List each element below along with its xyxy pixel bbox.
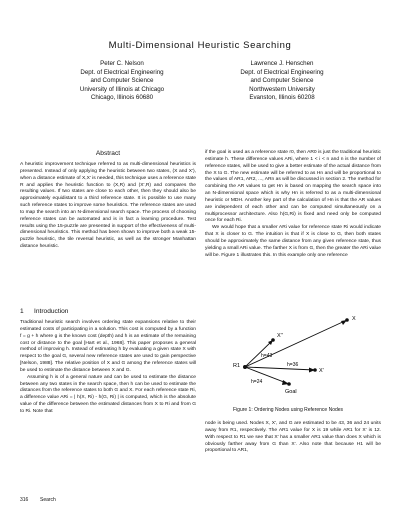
node-goal <box>287 382 291 386</box>
author-city: Evanston, Illinois 60208 <box>249 94 315 102</box>
node-label-goal: Goal <box>285 389 297 395</box>
abstract-paragraph: A heuristic improvement technique referred to as multi-dimensional heuristics is presented. Instead of only applying the heuristic between two states, (X and X'), when a distance estimate of X,X' is needed, this technique uses a reference state R and applies the heuristic function to (X,R) and (X',R) and compares the resulting values. If two states are close to each other, then they should also be approximately equidistant to a third reference state. It is possible to use many such reference states to improve some heuristics. The reference states are used to map the search into an N-dimensional search space. The process of choosing reference states can be automated and is in fact a learning procedure. Test results using the 15-puzzle are presented in support of the effectiveness of multi-dimensional heuristics. This method has been shown to improve both a weak 15-puzzle heuristic, the tile reversal heuristic, as well as the stronger Manhattan distance heuristic. <box>20 162 197 250</box>
node-x <box>345 318 349 322</box>
author-dept: Dept. of Electrical Engineering <box>80 68 164 76</box>
figure-1-diagram <box>205 300 381 395</box>
author-block-2 <box>202 60 362 103</box>
author-name: Lawrence J. Henschen <box>250 60 314 67</box>
edge-label-x2: h=43 <box>261 353 273 359</box>
author-name: Peter C. Nelson <box>100 60 144 67</box>
author-block-1 <box>42 60 202 103</box>
intro-paragraph-2: Assuming h is of a general nature and can be used to estimate the distance between any two states in the search space, then h can be used to estimate the distances from the reference states to both G and X. For each reference state Ri, a difference value ARi = | h(X, Ri) - h(G, Ri) | is computed, which is the absolute value of the difference between the estimated distances from X to Ri and from G to Ri. Note that <box>20 374 196 414</box>
running-footer-section: Search <box>40 497 56 503</box>
section-title: Introduction <box>34 308 69 315</box>
page-number: 316 <box>20 497 29 503</box>
node-x1 <box>313 368 317 372</box>
abstract-text <box>20 162 196 251</box>
edge-r1-x1 <box>245 367 315 370</box>
author-university: University of Illinois at Chicago <box>79 85 165 93</box>
edge-label-x1: h=36 <box>287 362 299 368</box>
author-dept: Dept. of Electrical Engineering <box>240 68 324 76</box>
node-label-x2: X'' <box>277 333 283 339</box>
edge-label-goal: h=24 <box>251 379 263 385</box>
paper-title: Multi-Dimensional Heuristic Searching <box>108 40 292 51</box>
intro-paragraph-1: Traditional heuristic search involves ordering state expansions relative to their estimated costs of participating in a solution. This cost is computed by a function f = g + h where g is the known cost (depth) and h is an estimate of the remaining cost or distance to the goal [Hart et al., 1968]. This paper proposes a general method of improving h. Instead of estimating h by evaluating a given state X with respect to the goal G, several new reference states are used to gain perspective [Nelson, 1988]. The relative position of X and G among the reference states will be used to estimate the distance between X and G. <box>20 320 196 373</box>
author-school: and Computer Science <box>250 77 314 85</box>
abstract-heading: Abstract <box>95 150 121 157</box>
node-label-r1: R1 <box>233 363 241 369</box>
author-school: and Computer Science <box>90 77 154 85</box>
node-r1 <box>243 365 247 369</box>
node-label-x1: X' <box>319 368 324 374</box>
node-x2 <box>271 338 275 342</box>
figure-caption: Figure 1: Ordering Nodes using Reference Nodes <box>233 407 344 413</box>
author-city: Chicago, Illinois 60680 <box>90 94 154 102</box>
right-column-top <box>205 150 381 260</box>
edge-r1-x <box>245 320 347 367</box>
right-column-bottom <box>205 421 381 455</box>
section-number: 1 <box>20 308 24 315</box>
introduction-text <box>20 320 196 416</box>
body-paragraph-3: node is being used. Nodes X, X', and G are estimated to be 43, 36 and 24 units away from R1, respectively. The AR1 value for X is 19 while AR1 for X' is 12. With respect to R1 we see that X' has a smaller AR1 value than does X which is obviously farther away from G than X'. Also note that because H1 will be proportional to AR1, <box>205 421 381 454</box>
body-paragraph-2: We would hope that a smaller ARi value for reference state Ri would indicate that X is closer to G. The intuition is that if X is close to G, then both states should be approximately the same distance from any given reference state, thus yielding a small ARi value. The farther X is from G, then the greater the ARi value will be. Figure 1 illustrates this. In this example only one reference <box>205 225 381 258</box>
node-label-x: X <box>352 316 356 322</box>
body-paragraph-1: if the goal is used as a reference state r0, then AR0 is just the traditional heuristic estimate h. These difference values ARi, where 1 < i < n and n is the number of reference states, will be used to give a better estimate of the actual distance from the X to G. The new estimate will be referred to as Hn and will be proportional to the values of AR1, AR2, ..., ARn as will be discussed in section 2. The method for combining the AR values to get Hn is based on mapping the search space into an N-dimensional space which is why Hn is referred to as a multi-dimensional heuristic or MDH. Another key part of the calculation of Hn is that the AR values are independent of each other and can be computed simultaneously on a multiprocessor architecture. Also h(G,Ri) is fixed and need only be computed once for each Ri. <box>205 150 381 224</box>
author-university: Northwestern University <box>249 85 315 93</box>
